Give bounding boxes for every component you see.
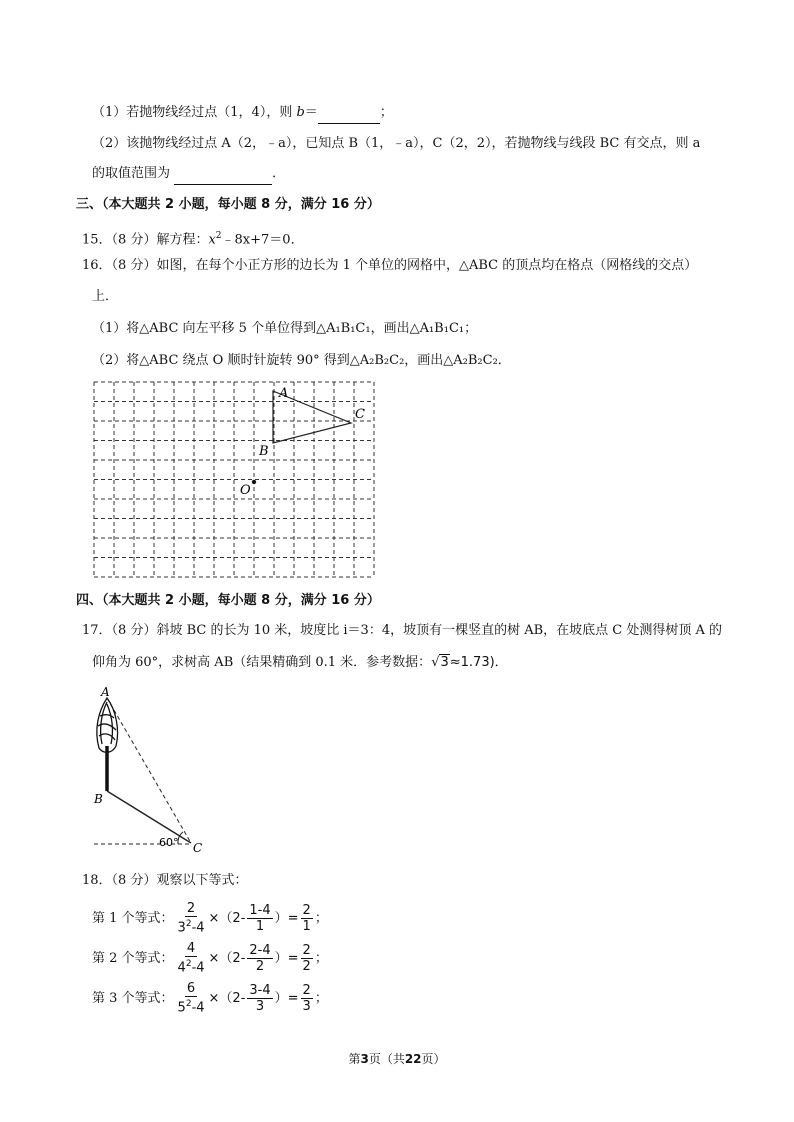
fraction-2: $\frac{1-4}{1}$ [249, 903, 271, 934]
point-o [252, 480, 256, 484]
fraction-2: $\frac{2-4}{2}$ [249, 943, 271, 974]
label-c: C [193, 841, 203, 855]
label-angle: 60° [159, 836, 179, 849]
q16-part1: （1）将△ABC 向左平移 5 个单位得到△A₁B₁C₁，画出△A₁B₁C₁； [92, 321, 478, 336]
tree-crown [97, 698, 118, 752]
q16-line2: 上． [92, 289, 119, 304]
fraction-3: $\frac{2}{3}$ [302, 983, 311, 1014]
sightline-ac [107, 698, 191, 843]
q15: 15．（8 分）解方程：$x^2﹣8x+7=0$． [82, 231, 304, 248]
sqrt-symbol: √3 [431, 655, 449, 670]
label-b: B [94, 792, 103, 806]
q16-part2: （2）将△ABC 绕点 O 顺时针旋转 90° 得到△A₂B₂C₂，画出△A₂B₂C₂． [92, 353, 511, 368]
section4-title: 四、（本大题共 2 小题，每小题 8 分，满分 16 分） [76, 593, 380, 608]
q17-line2: 仰角为 60°，求树高 AB（结果精确到 0.1 米．参考数据：√3≈1.73)． [92, 653, 508, 673]
q18-equation-row: 第 2 个等式： $\frac{4}{4^2-4}$ ×（2- $\frac{2-4}{2}$ ）= $\frac{2}{2}$ ； [92, 941, 328, 976]
section3-title: 三、（本大题共 2 小题，每小题 8 分，满分 16 分） [76, 197, 380, 212]
page-footer: 第3页（共22页） [348, 1052, 446, 1066]
q17-line1: 17．（8 分）斜坡 BC 的长为 10 米，坡度比 i＝3：4，坡顶有一棵竖直的树 AB，在坡底点 C 处测得树顶 A 的 [82, 623, 723, 638]
grid-figure [92, 380, 376, 580]
label-b: B [259, 444, 269, 459]
q14-part2-line1: （2）该抛物线经过点 A（2，﹣a），已知点 B（1，﹣a），C（2，2），若抛物线与线段 BC 有交点，则 a [92, 136, 701, 151]
answer-blank-1[interactable] [318, 103, 380, 124]
fraction-2: $\frac{3-4}{3}$ [249, 983, 271, 1014]
label-a: A [279, 386, 289, 401]
q18-equation-row: 第 3 个等式： $\frac{6}{5^2-4}$ ×（2- $\frac{3-4}{3}$ ）= $\frac{2}{3}$ ； [92, 981, 328, 1016]
q16-line1: 16．（8 分）如图，在每个小正方形的边长为 1 个单位的网格中，△ABC 的顶点均在格点（网格线的交点） [82, 258, 698, 273]
tree-slope-figure [90, 686, 220, 858]
q18-line1: 18．（8 分）观察以下等式： [82, 873, 248, 888]
fraction-3: $\frac{2}{1}$ [302, 903, 311, 934]
fraction-1: $\frac{4}{4^2-4}$ [177, 941, 205, 976]
grid-lines [94, 382, 374, 577]
q18-equation-row: 第 1 个等式： $\frac{2}{3^2-4}$ ×（2- $\frac{1-4}{1}$ ）= $\frac{2}{1}$ ； [92, 901, 328, 936]
q14-part1: （1）若抛物线经过点（1，4），则 b＝ ； [92, 103, 393, 124]
q14-part2-line2: 的取值范围为 ． [92, 164, 285, 185]
fraction-3: $\frac{2}{2}$ [302, 943, 311, 974]
label-o: O [240, 483, 251, 498]
fraction-1: $\frac{2}{3^2-4}$ [177, 901, 205, 936]
fraction-1: $\frac{6}{5^2-4}$ [177, 981, 205, 1016]
label-c: C [355, 407, 365, 422]
label-a: A [101, 686, 110, 699]
answer-blank-2[interactable] [174, 164, 272, 185]
